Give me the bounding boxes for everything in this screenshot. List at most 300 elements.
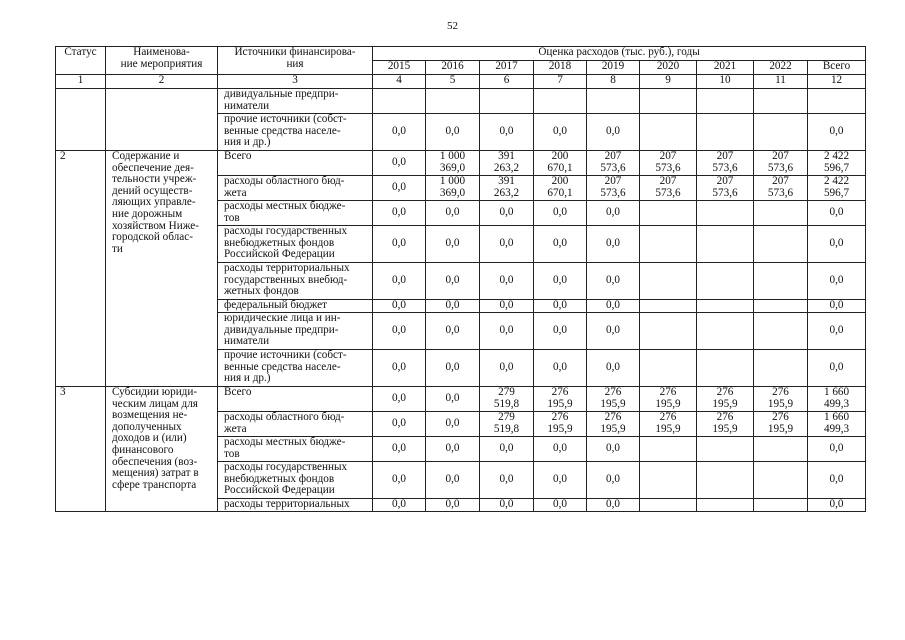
- value-text: 276 195,9: [655, 386, 681, 410]
- value-cell: [373, 300, 426, 313]
- funding-source-line: внебюджетных фондов: [224, 472, 335, 485]
- value-cell: [808, 263, 866, 300]
- funding-source-cell: [218, 89, 373, 114]
- measure-name-line: мещения) затрат в: [112, 467, 199, 480]
- value-cell: [480, 462, 534, 499]
- value-text: 0,0: [606, 324, 620, 337]
- value-cell: [426, 263, 480, 300]
- value-text: 207 573,6: [600, 175, 626, 199]
- value-cell: [373, 201, 426, 226]
- measure-name-line: сфере транспорта: [112, 478, 197, 491]
- value-cell: [426, 350, 480, 387]
- table-row: [56, 89, 866, 114]
- value-cell: [754, 462, 808, 499]
- value-cell: [426, 151, 480, 176]
- value-cell: [697, 462, 754, 499]
- value-text: 0,0: [606, 274, 620, 287]
- value-text: 0,0: [553, 237, 567, 250]
- value-cell: [754, 114, 808, 151]
- value-cell: [373, 226, 426, 263]
- value-cell: [808, 89, 866, 114]
- value-text: 0,0: [829, 206, 844, 219]
- value-cell: [534, 263, 587, 300]
- funding-source-line: венные средства населе-: [224, 360, 341, 373]
- value-cell: [640, 437, 697, 462]
- value-cell: [373, 412, 426, 437]
- measure-name-line: дений осуществ-: [112, 184, 193, 197]
- funding-source-line: ниматели: [224, 335, 270, 348]
- column-number: 1: [56, 75, 106, 89]
- value-text: 391 263,2: [493, 175, 520, 199]
- measure-name-line: ческим лицам для: [112, 397, 198, 410]
- funding-source-line: расходы областного бюд-: [224, 175, 345, 187]
- value-cell: [480, 437, 534, 462]
- header-year: 2022: [754, 61, 808, 75]
- funding-source-cell: [218, 499, 373, 512]
- value-text: 0,0: [392, 181, 406, 194]
- value-text: 0,0: [606, 498, 620, 511]
- value-cell: [426, 226, 480, 263]
- value-text: 0,0: [606, 442, 620, 455]
- value-cell: [754, 437, 808, 462]
- value-cell: [697, 300, 754, 313]
- funding-source-line: дивидуальные предпри-: [224, 88, 339, 100]
- value-cell: [426, 499, 480, 512]
- value-text: 276 195,9: [712, 386, 738, 410]
- header-year: 2016: [426, 61, 480, 75]
- value-cell: [754, 387, 808, 412]
- value-cell: [534, 499, 587, 512]
- value-cell: [373, 462, 426, 499]
- value-cell: [587, 313, 640, 350]
- value-text: 207 573,6: [712, 175, 738, 199]
- value-cell: [808, 412, 866, 437]
- header-year: 2015: [373, 61, 426, 75]
- value-cell: [373, 313, 426, 350]
- measure-name-line: Содержание и: [112, 150, 180, 162]
- value-text: 0,0: [499, 237, 514, 250]
- value-cell: [534, 412, 587, 437]
- value-text: 276 195,9: [712, 411, 738, 435]
- value-text: 207 573,6: [655, 150, 681, 174]
- value-cell: [640, 387, 697, 412]
- funding-source-line: Российской Федерации: [224, 484, 335, 497]
- value-cell: [640, 226, 697, 263]
- value-text: 207 573,6: [712, 150, 738, 174]
- value-cell: [808, 387, 866, 412]
- funding-source-line: ния и др.): [224, 136, 271, 149]
- funding-source-cell: [218, 263, 373, 300]
- funding-source-line: расходы территориальных: [224, 498, 350, 510]
- header-year: Всего: [808, 61, 866, 75]
- funding-source-line: прочие источники (собст-: [224, 349, 347, 361]
- value-text: 0,0: [499, 442, 514, 455]
- value-cell: [754, 412, 808, 437]
- value-cell: [480, 201, 534, 226]
- value-cell: [808, 437, 866, 462]
- value-cell: [640, 313, 697, 350]
- value-text: 0,0: [829, 299, 844, 312]
- value-cell: [426, 412, 480, 437]
- value-cell: [697, 201, 754, 226]
- value-text: 207 573,6: [767, 175, 794, 199]
- value-cell: [640, 151, 697, 176]
- value-text: 0,0: [499, 299, 514, 312]
- value-text: 0,0: [606, 299, 620, 312]
- value-text: 391 263,2: [493, 150, 520, 174]
- value-cell: [587, 114, 640, 151]
- header-name-line2: ние мероприятия: [120, 57, 203, 70]
- value-cell: [373, 176, 426, 201]
- value-cell: [534, 313, 587, 350]
- value-cell: [426, 313, 480, 350]
- value-cell: [587, 499, 640, 512]
- column-number: 7: [534, 75, 587, 89]
- measure-name-line: возмещения не-: [112, 409, 188, 422]
- value-cell: [426, 114, 480, 151]
- column-number: 4: [373, 75, 426, 89]
- value-cell: [697, 263, 754, 300]
- value-cell: [480, 89, 534, 114]
- measure-name-line: дополученных: [112, 420, 182, 433]
- value-text: 1 660 499,3: [823, 411, 850, 435]
- value-text: 0,0: [445, 125, 460, 138]
- value-text: 276 195,9: [547, 386, 573, 410]
- value-cell: [534, 300, 587, 313]
- value-cell: [754, 226, 808, 263]
- value-cell: [587, 350, 640, 387]
- value-cell: [426, 89, 480, 114]
- funding-source-line: жета: [224, 186, 247, 199]
- funding-source-line: ниматели: [224, 99, 270, 112]
- status-cell: [56, 89, 106, 151]
- header-status: Статус: [56, 47, 106, 75]
- funding-source-line: Российской Федерации: [224, 248, 335, 261]
- value-text: 0,0: [553, 324, 567, 337]
- funding-source-line: расходы местных бюдже-: [224, 436, 346, 448]
- value-cell: [373, 499, 426, 512]
- measure-name-cell: [106, 151, 218, 387]
- value-cell: [587, 300, 640, 313]
- value-text: 2 422 596,7: [823, 175, 850, 199]
- value-cell: [808, 499, 866, 512]
- value-cell: [373, 387, 426, 412]
- value-cell: [640, 176, 697, 201]
- value-cell: [754, 350, 808, 387]
- funding-source-line: расходы государственных: [224, 461, 348, 473]
- value-cell: [808, 300, 866, 313]
- value-cell: [640, 499, 697, 512]
- value-text: 0,0: [553, 274, 567, 287]
- value-cell: [587, 176, 640, 201]
- value-cell: [480, 226, 534, 263]
- header-source: [218, 47, 373, 75]
- value-text: 276 195,9: [767, 411, 794, 435]
- measure-name-line: обеспечения (воз-: [112, 455, 198, 468]
- value-cell: [426, 437, 480, 462]
- measure-name-line: обеспечение дея-: [112, 161, 194, 174]
- funding-source-cell: [218, 114, 373, 151]
- value-text: 0,0: [553, 442, 567, 455]
- value-cell: [640, 412, 697, 437]
- value-cell: [373, 263, 426, 300]
- header-year: 2019: [587, 61, 640, 75]
- funding-source-line: расходы местных бюдже-: [224, 200, 346, 212]
- column-number: 2: [106, 75, 218, 89]
- value-text: 207 573,6: [767, 150, 794, 174]
- value-cell: [808, 176, 866, 201]
- value-cell: [534, 462, 587, 499]
- value-text: 200 670,1: [547, 175, 573, 199]
- header-year: 2020: [640, 61, 697, 75]
- value-text: 0,0: [445, 417, 460, 430]
- value-cell: [480, 263, 534, 300]
- value-text: 0,0: [499, 361, 514, 374]
- value-text: 0,0: [445, 498, 460, 511]
- funding-source-line: жетных фондов: [224, 285, 299, 298]
- value-cell: [640, 300, 697, 313]
- measure-name-line: тельности учреж-: [112, 173, 197, 186]
- value-text: 0,0: [829, 324, 844, 337]
- value-text: 207 573,6: [600, 150, 626, 174]
- measure-name-cell: [106, 387, 218, 512]
- value-cell: [426, 201, 480, 226]
- value-text: 0,0: [445, 442, 460, 455]
- value-text: 0,0: [606, 237, 620, 250]
- value-text: 0,0: [392, 473, 406, 486]
- value-cell: [480, 313, 534, 350]
- value-cell: [587, 412, 640, 437]
- funding-source-line: федеральный бюджет: [224, 299, 327, 311]
- value-cell: [587, 151, 640, 176]
- value-cell: [534, 114, 587, 151]
- value-text: 0,0: [445, 473, 460, 486]
- value-text: 0,0: [392, 361, 406, 374]
- measure-name-line: доходов и (или): [112, 432, 187, 445]
- funding-source-cell: [218, 226, 373, 263]
- value-text: 276 195,9: [600, 411, 626, 435]
- funding-source-cell: [218, 387, 373, 412]
- value-cell: [480, 300, 534, 313]
- header-year: 2017: [480, 61, 534, 75]
- value-cell: [697, 313, 754, 350]
- value-text: 1 660 499,3: [823, 386, 850, 410]
- measure-name-line: городской облас-: [112, 231, 193, 244]
- value-cell: [426, 462, 480, 499]
- value-cell: [587, 437, 640, 462]
- value-text: 276 195,9: [600, 386, 626, 410]
- measure-name-line: Субсидии юриди-: [112, 386, 198, 398]
- value-cell: [587, 201, 640, 226]
- value-text: 0,0: [829, 473, 844, 486]
- measure-name-line: ти: [112, 242, 123, 255]
- value-cell: [697, 350, 754, 387]
- value-cell: [640, 89, 697, 114]
- value-text: 0,0: [445, 206, 460, 219]
- value-text: 0,0: [445, 324, 460, 337]
- value-text: 0,0: [553, 473, 567, 486]
- value-cell: [587, 462, 640, 499]
- funding-source-line: расходы территориальных: [224, 262, 350, 274]
- value-text: 0,0: [553, 206, 567, 219]
- header-year: 2018: [534, 61, 587, 75]
- page-number: 52: [447, 20, 458, 32]
- value-cell: [640, 350, 697, 387]
- value-text: 0,0: [606, 125, 620, 138]
- status-cell: 3: [56, 387, 106, 512]
- value-cell: [534, 89, 587, 114]
- value-text: 0,0: [392, 324, 406, 337]
- funding-source-line: тов: [224, 447, 240, 460]
- funding-source-cell: [218, 313, 373, 350]
- value-cell: [534, 437, 587, 462]
- value-text: 0,0: [392, 237, 406, 250]
- value-text: 276 195,9: [655, 411, 681, 435]
- funding-source-line: Всего: [224, 150, 252, 162]
- value-text: 0,0: [392, 442, 406, 455]
- value-cell: [373, 350, 426, 387]
- value-text: 0,0: [392, 392, 406, 405]
- funding-source-cell: [218, 437, 373, 462]
- value-cell: [426, 300, 480, 313]
- value-cell: [697, 176, 754, 201]
- value-text: 0,0: [445, 274, 460, 287]
- funding-source-line: жета: [224, 422, 247, 435]
- value-cell: [587, 226, 640, 263]
- header-name-line1: Наименова-: [133, 46, 190, 58]
- funding-source-cell: [218, 300, 373, 313]
- value-text: 0,0: [499, 498, 514, 511]
- value-text: 0,0: [829, 125, 844, 138]
- column-number: 10: [697, 75, 754, 89]
- column-number: 12: [808, 75, 866, 89]
- value-cell: [534, 176, 587, 201]
- value-cell: [534, 350, 587, 387]
- value-text: 0,0: [445, 237, 460, 250]
- value-text: 0,0: [499, 125, 514, 138]
- value-cell: [754, 176, 808, 201]
- funding-source-line: внебюджетных фондов: [224, 236, 335, 249]
- value-text: 0,0: [445, 392, 460, 405]
- value-text: 0,0: [606, 206, 620, 219]
- measure-name-line: ние дорожным: [112, 207, 183, 220]
- funding-source-cell: [218, 350, 373, 387]
- value-cell: [480, 387, 534, 412]
- value-cell: [808, 313, 866, 350]
- funding-source-cell: [218, 462, 373, 499]
- value-cell: [373, 89, 426, 114]
- value-cell: [587, 263, 640, 300]
- value-text: 0,0: [553, 125, 567, 138]
- value-cell: [697, 387, 754, 412]
- value-cell: [808, 350, 866, 387]
- value-text: 0,0: [499, 206, 514, 219]
- measure-name-line: финансового: [112, 443, 174, 456]
- funding-source-line: дивидуальные предпри-: [224, 323, 339, 336]
- value-text: 0,0: [606, 361, 620, 374]
- value-text: 0,0: [829, 237, 844, 250]
- value-cell: [640, 462, 697, 499]
- value-text: 276 195,9: [547, 411, 573, 435]
- value-cell: [480, 350, 534, 387]
- value-cell: [640, 114, 697, 151]
- value-text: 2 422 596,7: [823, 150, 850, 174]
- value-cell: [808, 201, 866, 226]
- value-text: 1 000 369,0: [439, 175, 466, 199]
- value-cell: [808, 151, 866, 176]
- value-text: 276 195,9: [767, 386, 794, 410]
- funding-source-line: венные средства населе-: [224, 124, 341, 137]
- funding-source-line: юридические лица и ин-: [224, 312, 341, 324]
- status-cell: 2: [56, 151, 106, 387]
- expenditure-table: [55, 46, 866, 512]
- funding-source-cell: [218, 201, 373, 226]
- value-cell: [373, 151, 426, 176]
- funding-source-cell: [218, 151, 373, 176]
- measure-name-cell: [106, 89, 218, 151]
- value-cell: [697, 226, 754, 263]
- column-number: 6: [480, 75, 534, 89]
- column-number: 11: [754, 75, 808, 89]
- funding-source-line: Всего: [224, 386, 252, 398]
- value-cell: [808, 114, 866, 151]
- value-text: 1 000 369,0: [439, 150, 466, 174]
- value-cell: [587, 387, 640, 412]
- value-cell: [373, 114, 426, 151]
- column-number: 8: [587, 75, 640, 89]
- funding-source-line: тов: [224, 211, 240, 224]
- value-cell: [587, 89, 640, 114]
- value-cell: [697, 151, 754, 176]
- value-text: 0,0: [553, 498, 567, 511]
- column-number: 9: [640, 75, 697, 89]
- value-text: 0,0: [392, 156, 406, 169]
- value-cell: [697, 89, 754, 114]
- table-row: [56, 387, 866, 412]
- header-year: 2021: [697, 61, 754, 75]
- value-text: 279 519,8: [493, 386, 520, 410]
- header-source-line1: Источники финансирова-: [234, 46, 356, 58]
- value-cell: [808, 462, 866, 499]
- value-cell: [754, 300, 808, 313]
- value-cell: [534, 151, 587, 176]
- value-cell: [480, 151, 534, 176]
- value-text: 0,0: [499, 274, 514, 287]
- value-cell: [754, 263, 808, 300]
- value-cell: [754, 151, 808, 176]
- value-text: 0,0: [392, 299, 406, 312]
- value-cell: [534, 201, 587, 226]
- value-cell: [534, 226, 587, 263]
- funding-source-cell: [218, 412, 373, 437]
- value-text: 0,0: [392, 274, 406, 287]
- value-text: 0,0: [445, 299, 460, 312]
- value-text: 200 670,1: [547, 150, 573, 174]
- value-cell: [373, 437, 426, 462]
- value-cell: [480, 499, 534, 512]
- value-text: 0,0: [606, 473, 620, 486]
- header-estimate: Оценка расходов (тыс. руб.), годы: [373, 47, 866, 61]
- value-cell: [808, 226, 866, 263]
- value-text: 0,0: [445, 361, 460, 374]
- value-cell: [480, 114, 534, 151]
- value-text: 0,0: [392, 125, 406, 138]
- value-text: 0,0: [829, 498, 844, 511]
- value-cell: [697, 437, 754, 462]
- value-cell: [697, 412, 754, 437]
- value-cell: [534, 387, 587, 412]
- column-number: 5: [426, 75, 480, 89]
